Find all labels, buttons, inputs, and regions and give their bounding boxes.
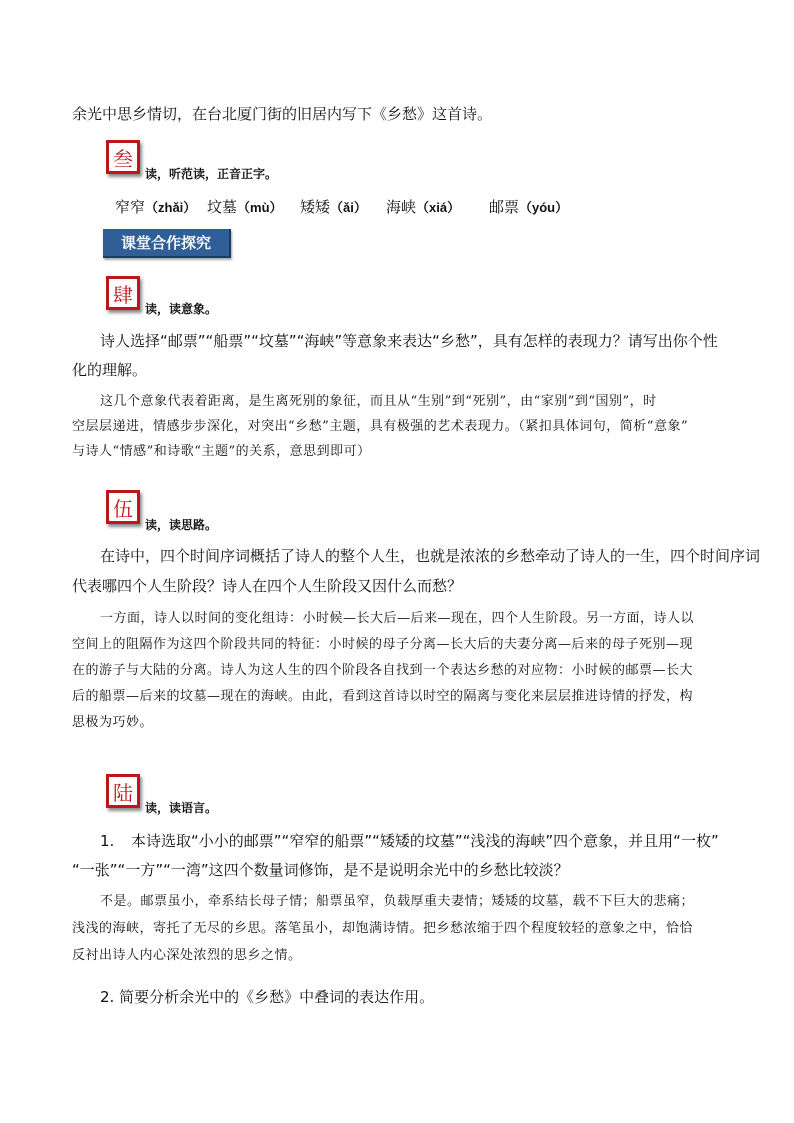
pron-word: 坟墓 [207, 198, 238, 216]
badge-char: 伍 [109, 493, 137, 521]
section-label: 读，听范读，正音正字。 [145, 167, 278, 181]
answer-line: 一方面，诗人以时间的变化组诗：小时候—长大后—后来—现在，四个人生阶段。另一方面，诗人以 [100, 611, 695, 626]
pron-pinyin: （ǎi） [330, 200, 367, 215]
answer-line: 这几个意象代表着距离，是生离死别的象征，而且从“生别”到“死别”，由“家别”到“国别”，时 [100, 394, 657, 409]
pron-pinyin: （yóu） [519, 200, 569, 215]
badge-char: 肆 [109, 279, 137, 307]
intro-text: 余光中思乡情切，在台北厦门街的旧居内写下《乡愁》这首诗。 [72, 105, 493, 123]
question-line: 代表哪四个人生阶段？诗人在四个人生阶段又因什么而愁？ [72, 577, 463, 595]
question-line: 诗人选择“邮票”“船票”“坟墓”“海峡”等意象来表达“乡愁”，具有怎样的表现力？请写出你个性 [100, 332, 718, 350]
pron-word: 窄窄 [115, 198, 146, 216]
answer-line: 不是。邮票虽小，牵系结长母子情；船票虽窄，负载厚重夫妻情；矮矮的坟墓，载不下巨大的悲痛； [100, 894, 695, 909]
pron-word: 邮票 [489, 198, 520, 216]
question-line: 2. 简要分析余光中的《乡愁》中叠词的表达作用。 [100, 988, 435, 1006]
section-banner: 课堂合作探究 [103, 229, 231, 258]
badge-char: 叁 [109, 143, 137, 171]
section-badge-5 [106, 490, 140, 524]
section-label: 读，读语言。 [145, 801, 218, 815]
pron-pinyin: （xiá） [416, 200, 461, 215]
pron-pinyin: （mù） [237, 200, 283, 215]
pron-item [300, 196, 367, 217]
pron-item [386, 196, 460, 217]
badge-char: 陆 [109, 777, 137, 805]
pron-word: 矮矮 [300, 198, 331, 216]
pron-item [489, 196, 568, 217]
question-line: 在诗中，四个时间序词概括了诗人的整个人生，也就是浓浓的乡愁牵动了诗人的一生，四个时间序词 [100, 547, 761, 565]
question-line: 本诗选取“小小的邮票”“窄窄的船票”“矮矮的坟墓”“浅浅的海峡”四个意象，并且用“一枚” [131, 832, 719, 850]
answer-line: 浅浅的海峡，寄托了无尽的乡思。落笔虽小，却饱满诗情。把乡愁浓缩于四个程度较轻的意象之中，恰恰 [72, 921, 694, 936]
pron-item [115, 196, 196, 217]
section-badge-4 [106, 276, 140, 310]
answer-line: 与诗人“情感”和诗歌“主题”的关系，意思到即可） [72, 444, 371, 459]
section-badge-6 [106, 774, 140, 808]
answer-line: 思极为巧妙。 [72, 715, 154, 730]
section-label: 读，读思路。 [145, 518, 218, 532]
section-badge-3 [106, 140, 140, 174]
question-line: 化的理解。 [72, 361, 148, 379]
pron-item [207, 196, 283, 217]
question-number: 1. [100, 832, 115, 850]
pron-pinyin: （zhǎi） [145, 200, 197, 215]
answer-line: 空层层递进，情感步步深化，对突出“乡愁”主题，具有极强的艺术表现力。（紧扣具体词句，简析“意象” [72, 419, 689, 434]
answer-line: 空间上的阻隔作为这四个阶段共同的特征：小时候的母子分离—长大后的夫妻分离—后来的母子死别—现 [72, 637, 694, 652]
answer-line: 后的船票—后来的坟墓—现在的海峡。由此，看到这首诗以时空的隔离与变化来层层推进诗情的抒发，构 [72, 689, 694, 704]
answer-line: 反衬出诗人内心深处浓烈的思乡之情。 [72, 948, 302, 963]
pron-word: 海峡 [386, 198, 417, 216]
answer-line: 在的游子与大陆的分离。诗人为这人生的四个阶段各自找到一个表达乡愁的对应物：小时候的邮票—长大 [72, 663, 694, 678]
question-line: “一张”“一方”“一湾”这四个数量词修饰，是不是说明余光中的乡愁比较淡？ [72, 861, 569, 879]
section-label: 读，读意象。 [145, 302, 218, 316]
